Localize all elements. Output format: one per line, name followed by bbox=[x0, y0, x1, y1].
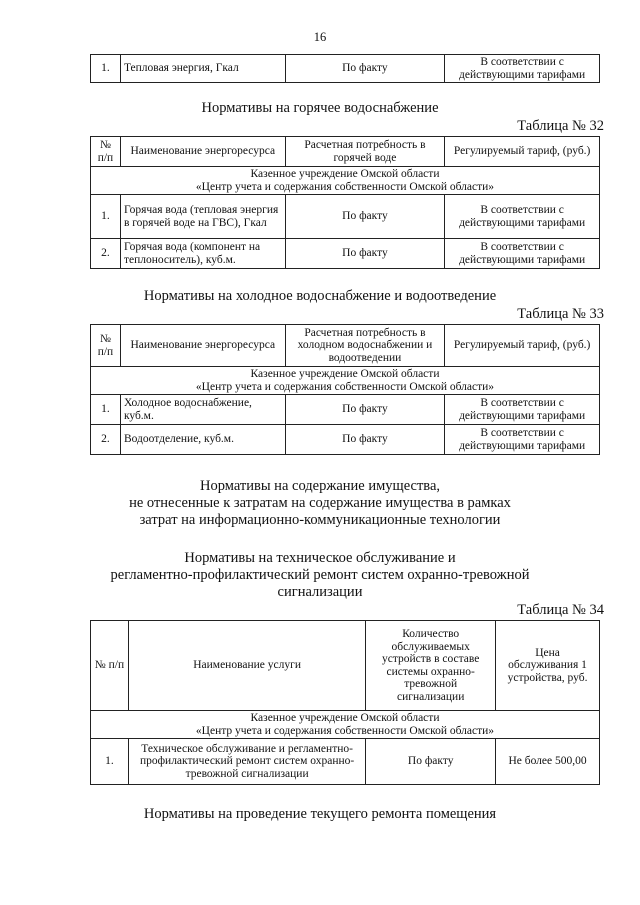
table-row bbox=[91, 425, 600, 455]
heading-line-1: Нормативы на техническое обслуживание и bbox=[184, 550, 456, 566]
tariff-value: В соответствии с действующими тарифами bbox=[445, 425, 600, 455]
org-line-2: «Центр учета и содержания собственности Омской области» bbox=[195, 180, 495, 193]
org-line-1: Казенное учреждение Омской области bbox=[250, 712, 440, 724]
header-number: № п/п bbox=[91, 621, 129, 711]
table-row bbox=[91, 195, 600, 239]
table-heat-energy bbox=[90, 54, 600, 83]
org-row bbox=[91, 367, 600, 395]
org-row bbox=[91, 167, 600, 195]
need-value: По факту bbox=[285, 195, 445, 239]
row-number: 1. bbox=[91, 55, 121, 83]
table-header-row bbox=[91, 137, 600, 167]
org-cell bbox=[91, 711, 600, 739]
row-number: 1. bbox=[91, 195, 121, 239]
org-line-2: «Центр учета и содержания собственности Омской области» bbox=[195, 380, 495, 393]
header-need: Расчетная потребность в холодном водоснабжении и водоотведении bbox=[285, 325, 445, 367]
row-number: 1. bbox=[91, 739, 129, 785]
header-tariff: Регулируемый тариф, (руб.) bbox=[445, 137, 600, 167]
org-line-2: «Центр учета и содержания собственности Омской области» bbox=[195, 724, 495, 737]
table-row bbox=[91, 395, 600, 425]
caption-table-33: Таблица № 33 bbox=[517, 306, 604, 322]
count-value: По факту bbox=[366, 739, 496, 785]
header-number: № п/п bbox=[91, 137, 121, 167]
tariff-value: В соответствии с действующими тарифами bbox=[445, 195, 600, 239]
resource-name: Водоотделение, куб.м. bbox=[120, 425, 285, 455]
caption-table-32: Таблица № 32 bbox=[517, 118, 604, 134]
table-security bbox=[90, 620, 600, 785]
table-row bbox=[91, 739, 600, 785]
need-value: По факту bbox=[285, 395, 445, 425]
resource-name: Горячая вода (компонент на теплоноситель), куб.м. bbox=[120, 239, 285, 269]
header-number: № п/п bbox=[91, 325, 121, 367]
service-name: Техническое обслуживание и регламентно-профилактический ремонт систем охранно-тревожной сигнализации bbox=[128, 739, 365, 785]
org-row bbox=[91, 711, 600, 739]
heading-line-3: сигнализации bbox=[277, 584, 363, 600]
row-number: 1. bbox=[91, 395, 121, 425]
heading-security bbox=[0, 550, 640, 601]
caption-table-34: Таблица № 34 bbox=[517, 602, 604, 618]
table-row bbox=[91, 55, 600, 83]
header-price: Цена обслуживания 1 устройства, руб. bbox=[496, 621, 600, 711]
heading-cold-water: Нормативы на холодное водоснабжение и водоотведение bbox=[143, 288, 497, 304]
resource-name: Горячая вода (тепловая энергия в горячей воде на ГВС), Гкал bbox=[120, 195, 285, 239]
heading-hot-water: Нормативы на горячее водоснабжение bbox=[201, 100, 439, 116]
org-line-1: Казенное учреждение Омской области bbox=[250, 168, 440, 180]
header-name: Наименование энергоресурса bbox=[120, 325, 285, 367]
header-name: Наименование услуги bbox=[128, 621, 365, 711]
tariff-value: В соответствии с действующими тарифами bbox=[445, 239, 600, 269]
heading-line-3: затрат на информационно-коммуникационные технологии bbox=[139, 512, 501, 528]
org-line-1: Казенное учреждение Омской области bbox=[250, 368, 440, 380]
header-tariff: Регулируемый тариф, (руб.) bbox=[445, 325, 600, 367]
heading-line-1: Нормативы на содержание имущества, bbox=[199, 478, 441, 494]
table-cold-water bbox=[90, 324, 600, 455]
org-cell bbox=[91, 367, 600, 395]
heading-property bbox=[0, 478, 640, 529]
table-hot-water bbox=[90, 136, 600, 269]
table-header-row bbox=[91, 621, 600, 711]
need-value: По факту bbox=[285, 239, 445, 269]
price-value: Не более 500,00 bbox=[496, 739, 600, 785]
header-name: Наименование энергоресурса bbox=[120, 137, 285, 167]
need-value: По факту bbox=[285, 55, 445, 83]
table-row bbox=[91, 239, 600, 269]
org-cell bbox=[91, 167, 600, 195]
header-need: Расчетная потребность в горячей воде bbox=[285, 137, 445, 167]
row-number: 2. bbox=[91, 425, 121, 455]
need-value: По факту bbox=[285, 425, 445, 455]
heading-line-2: не отнесенные к затратам на содержание имущества в рамках bbox=[129, 495, 511, 511]
table-header-row bbox=[91, 325, 600, 367]
resource-name: Холодное водоснабжение, куб.м. bbox=[120, 395, 285, 425]
header-count: Количество обслуживаемых устройств в составе системы охранно-тревожной сигнализации bbox=[366, 621, 496, 711]
resource-name: Тепловая энергия, Гкал bbox=[120, 55, 285, 83]
heading-line-2: регламентно-профилактический ремонт систем охранно-тревожной bbox=[110, 567, 530, 583]
heading-repair: Нормативы на проведение текущего ремонта помещения bbox=[143, 806, 497, 822]
tariff-value: В соответствии с действующими тарифами bbox=[445, 395, 600, 425]
tariff-value: В соответствии с действующими тарифами bbox=[445, 55, 600, 83]
page-number: 16 bbox=[313, 30, 327, 44]
row-number: 2. bbox=[91, 239, 121, 269]
